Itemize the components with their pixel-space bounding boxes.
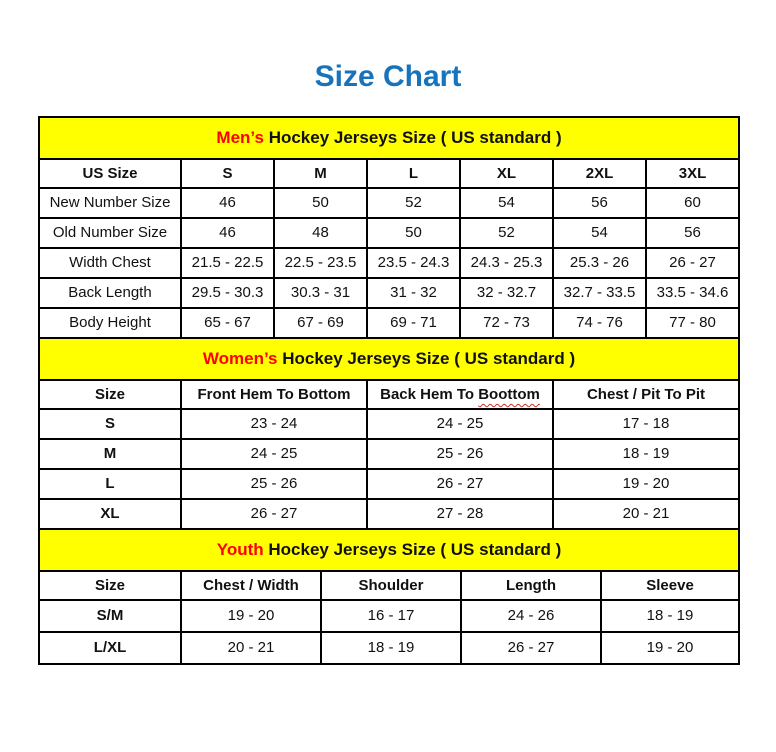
- row-label: XL: [39, 499, 181, 529]
- column-header: Shoulder: [321, 571, 461, 600]
- youth-size-table: [38, 528, 740, 665]
- column-header: 2XL: [553, 159, 646, 188]
- size-value-cell: 26 - 27: [367, 469, 553, 499]
- size-value-cell: 23 - 24: [181, 409, 367, 439]
- size-value-cell: 56: [646, 218, 739, 248]
- men-section-rest: Hockey Jerseys Size ( US standard ): [263, 128, 562, 148]
- table-row: [39, 218, 739, 248]
- men-section-highlight: Men’s: [216, 128, 264, 148]
- men-header-row: [39, 159, 739, 188]
- table-row: [39, 632, 739, 664]
- column-header: Front Hem To Bottom: [181, 380, 367, 409]
- size-value-cell: 29.5 - 30.3: [181, 278, 274, 308]
- row-label: S: [39, 409, 181, 439]
- size-value-cell: 24 - 25: [181, 439, 367, 469]
- size-value-cell: 31 - 32: [367, 278, 460, 308]
- size-value-cell: 74 - 76: [553, 308, 646, 338]
- table-row: [39, 600, 739, 632]
- table-row: [39, 188, 739, 218]
- column-header: S: [181, 159, 274, 188]
- column-header: US Size: [39, 159, 181, 188]
- size-value-cell: 25 - 26: [367, 439, 553, 469]
- column-header: Size: [39, 380, 181, 409]
- women-section-header: [39, 338, 739, 380]
- column-header-text: Back Hem To: [380, 385, 479, 403]
- youth-header-row: [39, 571, 739, 600]
- size-value-cell: 20 - 21: [181, 632, 321, 664]
- size-value-cell: 26 - 27: [646, 248, 739, 278]
- size-value-cell: 24.3 - 25.3: [460, 248, 553, 278]
- women-band-row: [39, 338, 739, 380]
- women-header-row: [39, 380, 739, 409]
- column-header: XL: [460, 159, 553, 188]
- table-row: [39, 278, 739, 308]
- column-header: Sleeve: [601, 571, 739, 600]
- row-label: Width Chest: [39, 248, 181, 278]
- size-value-cell: 77 - 80: [646, 308, 739, 338]
- size-value-cell: 20 - 21: [553, 499, 739, 529]
- size-value-cell: 25 - 26: [181, 469, 367, 499]
- size-value-cell: 33.5 - 34.6: [646, 278, 739, 308]
- column-header: Length: [461, 571, 601, 600]
- table-row: [39, 499, 739, 529]
- size-value-cell: 69 - 71: [367, 308, 460, 338]
- size-value-cell: 19 - 20: [553, 469, 739, 499]
- row-label: L: [39, 469, 181, 499]
- size-value-cell: 52: [460, 218, 553, 248]
- column-header: Chest / Pit To Pit: [553, 380, 739, 409]
- size-value-cell: 27 - 28: [367, 499, 553, 529]
- size-value-cell: 18 - 19: [601, 600, 739, 632]
- size-value-cell: 16 - 17: [321, 600, 461, 632]
- column-header: Size: [39, 571, 181, 600]
- size-value-cell: 50: [367, 218, 460, 248]
- youth-section-header: [39, 529, 739, 571]
- row-label: M: [39, 439, 181, 469]
- size-value-cell: 22.5 - 23.5: [274, 248, 367, 278]
- size-value-cell: 24 - 26: [461, 600, 601, 632]
- men-section-header: [39, 117, 739, 159]
- size-value-cell: 32 - 32.7: [460, 278, 553, 308]
- size-value-cell: 46: [181, 218, 274, 248]
- size-value-cell: 21.5 - 22.5: [181, 248, 274, 278]
- row-label: S/M: [39, 600, 181, 632]
- column-header: L: [367, 159, 460, 188]
- table-row: [39, 439, 739, 469]
- row-label: Back Length: [39, 278, 181, 308]
- youth-section-rest: Hockey Jerseys Size ( US standard ): [263, 540, 562, 560]
- youth-band-row: [39, 529, 739, 571]
- column-header: Chest / Width: [181, 571, 321, 600]
- size-value-cell: 23.5 - 24.3: [367, 248, 460, 278]
- page-title: Size Chart: [314, 60, 462, 93]
- column-header: [367, 380, 553, 409]
- youth-section-highlight: Youth: [216, 540, 264, 560]
- size-value-cell: 24 - 25: [367, 409, 553, 439]
- table-row: [39, 469, 739, 499]
- size-value-cell: 19 - 20: [601, 632, 739, 664]
- size-value-cell: 18 - 19: [553, 439, 739, 469]
- size-chart: [38, 116, 738, 665]
- table-row: [39, 248, 739, 278]
- misspelled-word: Boottom: [478, 385, 540, 403]
- size-value-cell: 46: [181, 188, 274, 218]
- row-label: Old Number Size: [39, 218, 181, 248]
- size-value-cell: 56: [553, 188, 646, 218]
- men-band-row: [39, 117, 739, 159]
- size-value-cell: 48: [274, 218, 367, 248]
- size-value-cell: 19 - 20: [181, 600, 321, 632]
- size-value-cell: 52: [367, 188, 460, 218]
- table-row: [39, 308, 739, 338]
- size-value-cell: 54: [460, 188, 553, 218]
- size-value-cell: 17 - 18: [553, 409, 739, 439]
- women-size-table: [38, 337, 740, 530]
- column-header: 3XL: [646, 159, 739, 188]
- size-value-cell: 25.3 - 26: [553, 248, 646, 278]
- row-label: Body Height: [39, 308, 181, 338]
- size-value-cell: 26 - 27: [181, 499, 367, 529]
- row-label: L/XL: [39, 632, 181, 664]
- size-value-cell: 50: [274, 188, 367, 218]
- size-value-cell: 30.3 - 31: [274, 278, 367, 308]
- women-section-highlight: Women’s: [202, 349, 278, 369]
- size-value-cell: 18 - 19: [321, 632, 461, 664]
- size-value-cell: 72 - 73: [460, 308, 553, 338]
- table-row: [39, 409, 739, 439]
- column-header: M: [274, 159, 367, 188]
- size-value-cell: 67 - 69: [274, 308, 367, 338]
- size-value-cell: 65 - 67: [181, 308, 274, 338]
- size-value-cell: 32.7 - 33.5: [553, 278, 646, 308]
- size-value-cell: 54: [553, 218, 646, 248]
- men-size-table: [38, 116, 740, 339]
- women-section-rest: Hockey Jerseys Size ( US standard ): [277, 349, 576, 369]
- size-value-cell: 60: [646, 188, 739, 218]
- row-label: New Number Size: [39, 188, 181, 218]
- size-value-cell: 26 - 27: [461, 632, 601, 664]
